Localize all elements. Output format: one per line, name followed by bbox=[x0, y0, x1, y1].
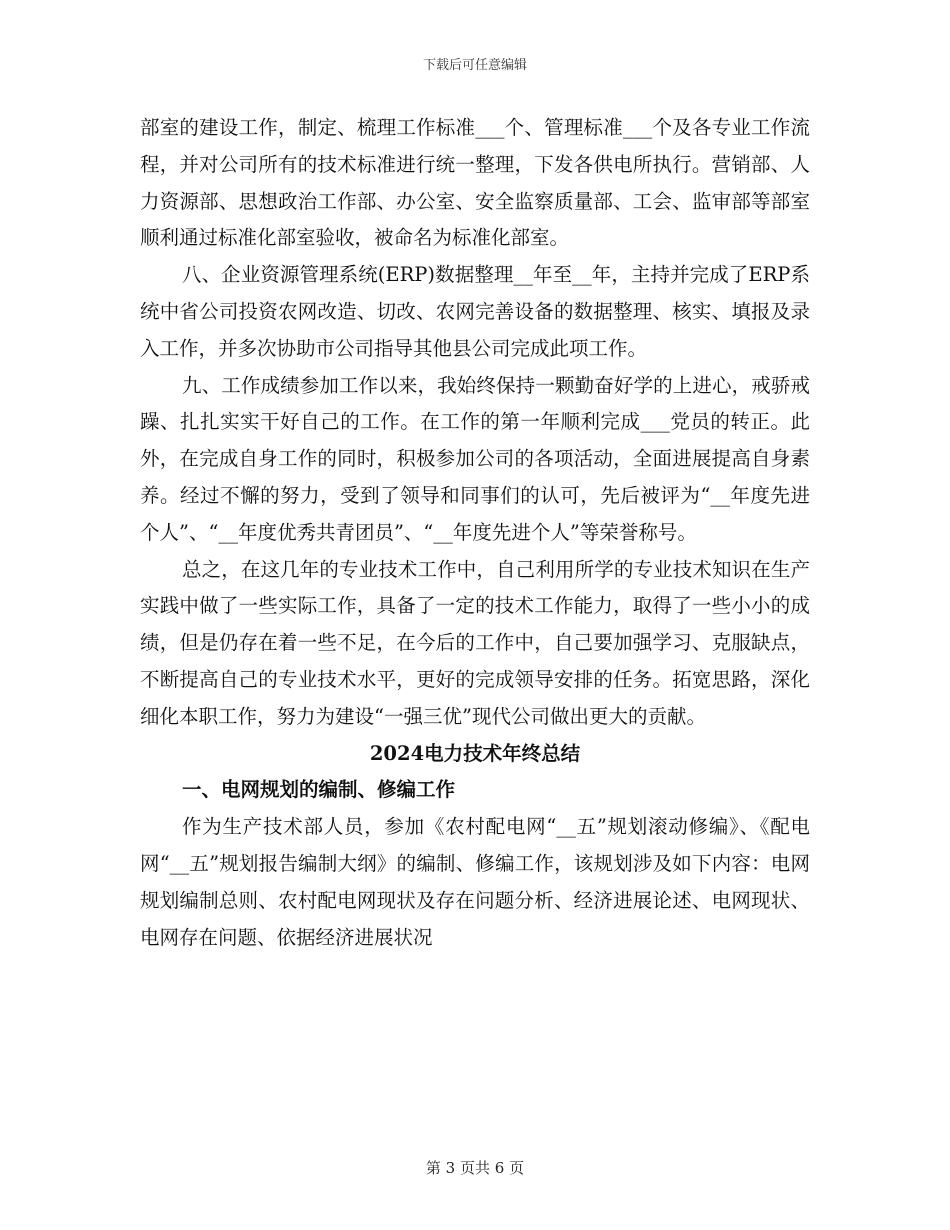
paragraph-erp: 八、企业资源管理系统(ERP)数据整理__年至__年，主持并完成了ERP系统中省公司投资农网改造、切改、农网完善设备的数据整理、核实、填报及录入工作，并多次协助市公司指导其他县公司完成此项工作。 bbox=[140, 263, 810, 360]
paragraph-achievements: 九、工作成绩参加工作以来，我始终保持一颗勤奋好学的上进心，戒骄戒躁、扎扎实实干好自己的工作。在工作的第一年顺利完成___党员的转正。此外，在完成自身工作的同时，积极参加公司的各项活动，全面进展提高自身素养。经过不懈的努力，受到了领导和同事们的认可，先后被评为“__年度先进个人”、“__年度优秀共青团员”、“__年度先进个人”等荣誉称号。 bbox=[140, 373, 810, 544]
page-footer: 第 3 页共 6 页 bbox=[425, 1159, 525, 1177]
paragraph-conclusion: 总之，在这几年的专业技术工作中，自己利用所学的专业技术知识在生产实践中做了一些实际工作，具备了一定的技术工作能力，取得了一些小小的成绩，但是仍存在着一些不足，在今后的工作中，自己要加强学习、克服缺点，不断提高自己的专业技术水平，更好的完成领导安排的任务。拓宽思路，深化细化本职工作，努力为建设“一强三优”现代公司做出更大的贡献。 bbox=[140, 557, 810, 728]
document-title: 2024电力技术年终总结 bbox=[369, 741, 581, 765]
paragraph-grid-planning: 作为生产技术部人员，参加《农村配电网“__五”规划滚动修编》、《配电网“__五”规划报告编制大纲》的编制、修编工作，该规划涉及如下内容：电网规划编制总则、农村配电网现状及存在问题分析、经济进展论述、电网现状、电网存在问题、依据经济进展状况 bbox=[140, 815, 810, 949]
page-header: 下载后可任意编辑 bbox=[422, 58, 527, 73]
section-heading: 一、电网规划的编制、修编工作 bbox=[182, 778, 456, 802]
document-body bbox=[140, 110, 810, 956]
paragraph-continuation: 部室的建设工作，制定、梳理工作标准___个、管理标准___个及各专业工作流程，并对公司所有的技术标准进行统一整理，下发各供电所执行。营销部、人力资源部、思想政治工作部、办公室、安全监察质量部、工会、监审部等部室顺利通过标准化部室验收，被命名为标准化部室。 bbox=[140, 116, 810, 250]
